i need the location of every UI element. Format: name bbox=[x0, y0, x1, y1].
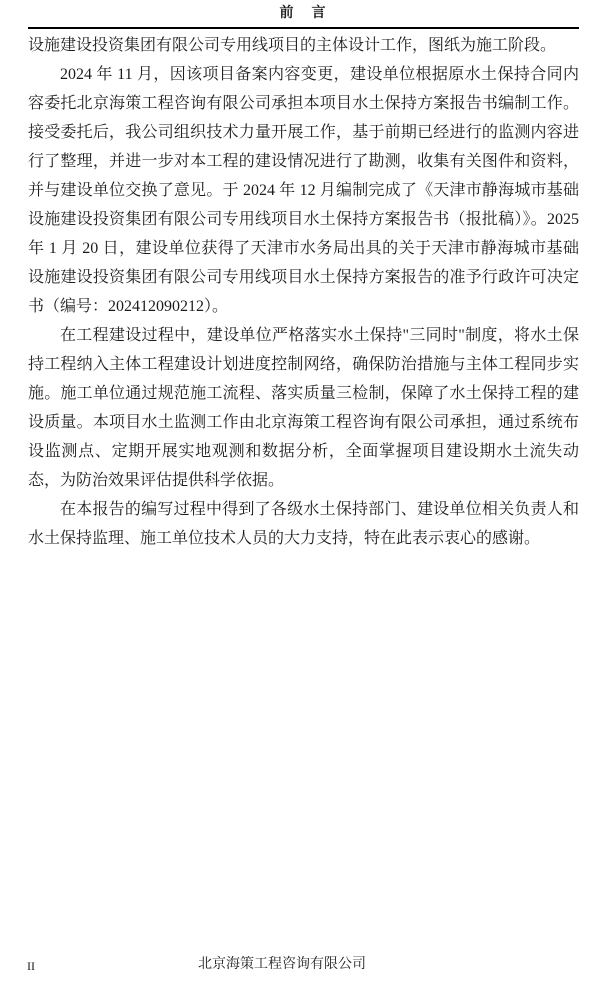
body-paragraph: 在本报告的编写过程中得到了各级水土保持部门、建设单位相关负责人和水土保持监理、施工单位技术人员的大力支持，特在此表示衷心的感谢。 bbox=[28, 501, 579, 547]
footer-company-name: 北京海策工程咨询有限公司 bbox=[198, 957, 366, 972]
document-body bbox=[28, 31, 579, 553]
page-title: 前 言 bbox=[279, 6, 328, 21]
body-paragraph: 设施建设投资集团有限公司专用线项目的主体设计工作，图纸为施工阶段。 bbox=[28, 37, 557, 54]
page-number: II bbox=[27, 959, 35, 973]
body-paragraph: 2024 年 11 月，因该项目备案内容变更，建设单位根据原水土保持合同内容委托北京海策工程咨询有限公司承担本项目水土保持方案报告书编制工作。接受委托后，我公司组织技术力量开展工作，基于前期已经进行的监测内容进行了整理，并进一步对本工程的建设情况进行了勘测，收集有关图件和资料，并与建设单位交换了意见。于 2024 年 12 月编制完成了《天津市静海城市基础设施建设投资集团有限公司专用线项目水土保持方案报告书（报批稿）》。2025 年 1 月 20 日，建设单位获得了天津市水务局出具的关于天津市静海城市基础设施建设投资集团有限公司专用线项目水土保持方案报告的准予行政许可决定书（编号：202412090212）。 bbox=[28, 66, 579, 315]
page-header bbox=[28, 4, 579, 29]
page-footer bbox=[0, 955, 604, 973]
body-paragraph: 在工程建设过程中，建设单位严格落实水土保持"三同时"制度，将水土保持工程纳入主体工程建设计划进度控制网络，确保防治措施与主体工程同步实施。施工单位通过规范施工流程、落实质量三检制，保障了水土保持工程的建设质量。本项目水土监测工作由北京海策工程咨询有限公司承担，通过系统布设监测点、定期开展实地观测和数据分析，全面掌握项目建设期水土流失动态，为防治效果评估提供科学依据。 bbox=[28, 327, 579, 489]
